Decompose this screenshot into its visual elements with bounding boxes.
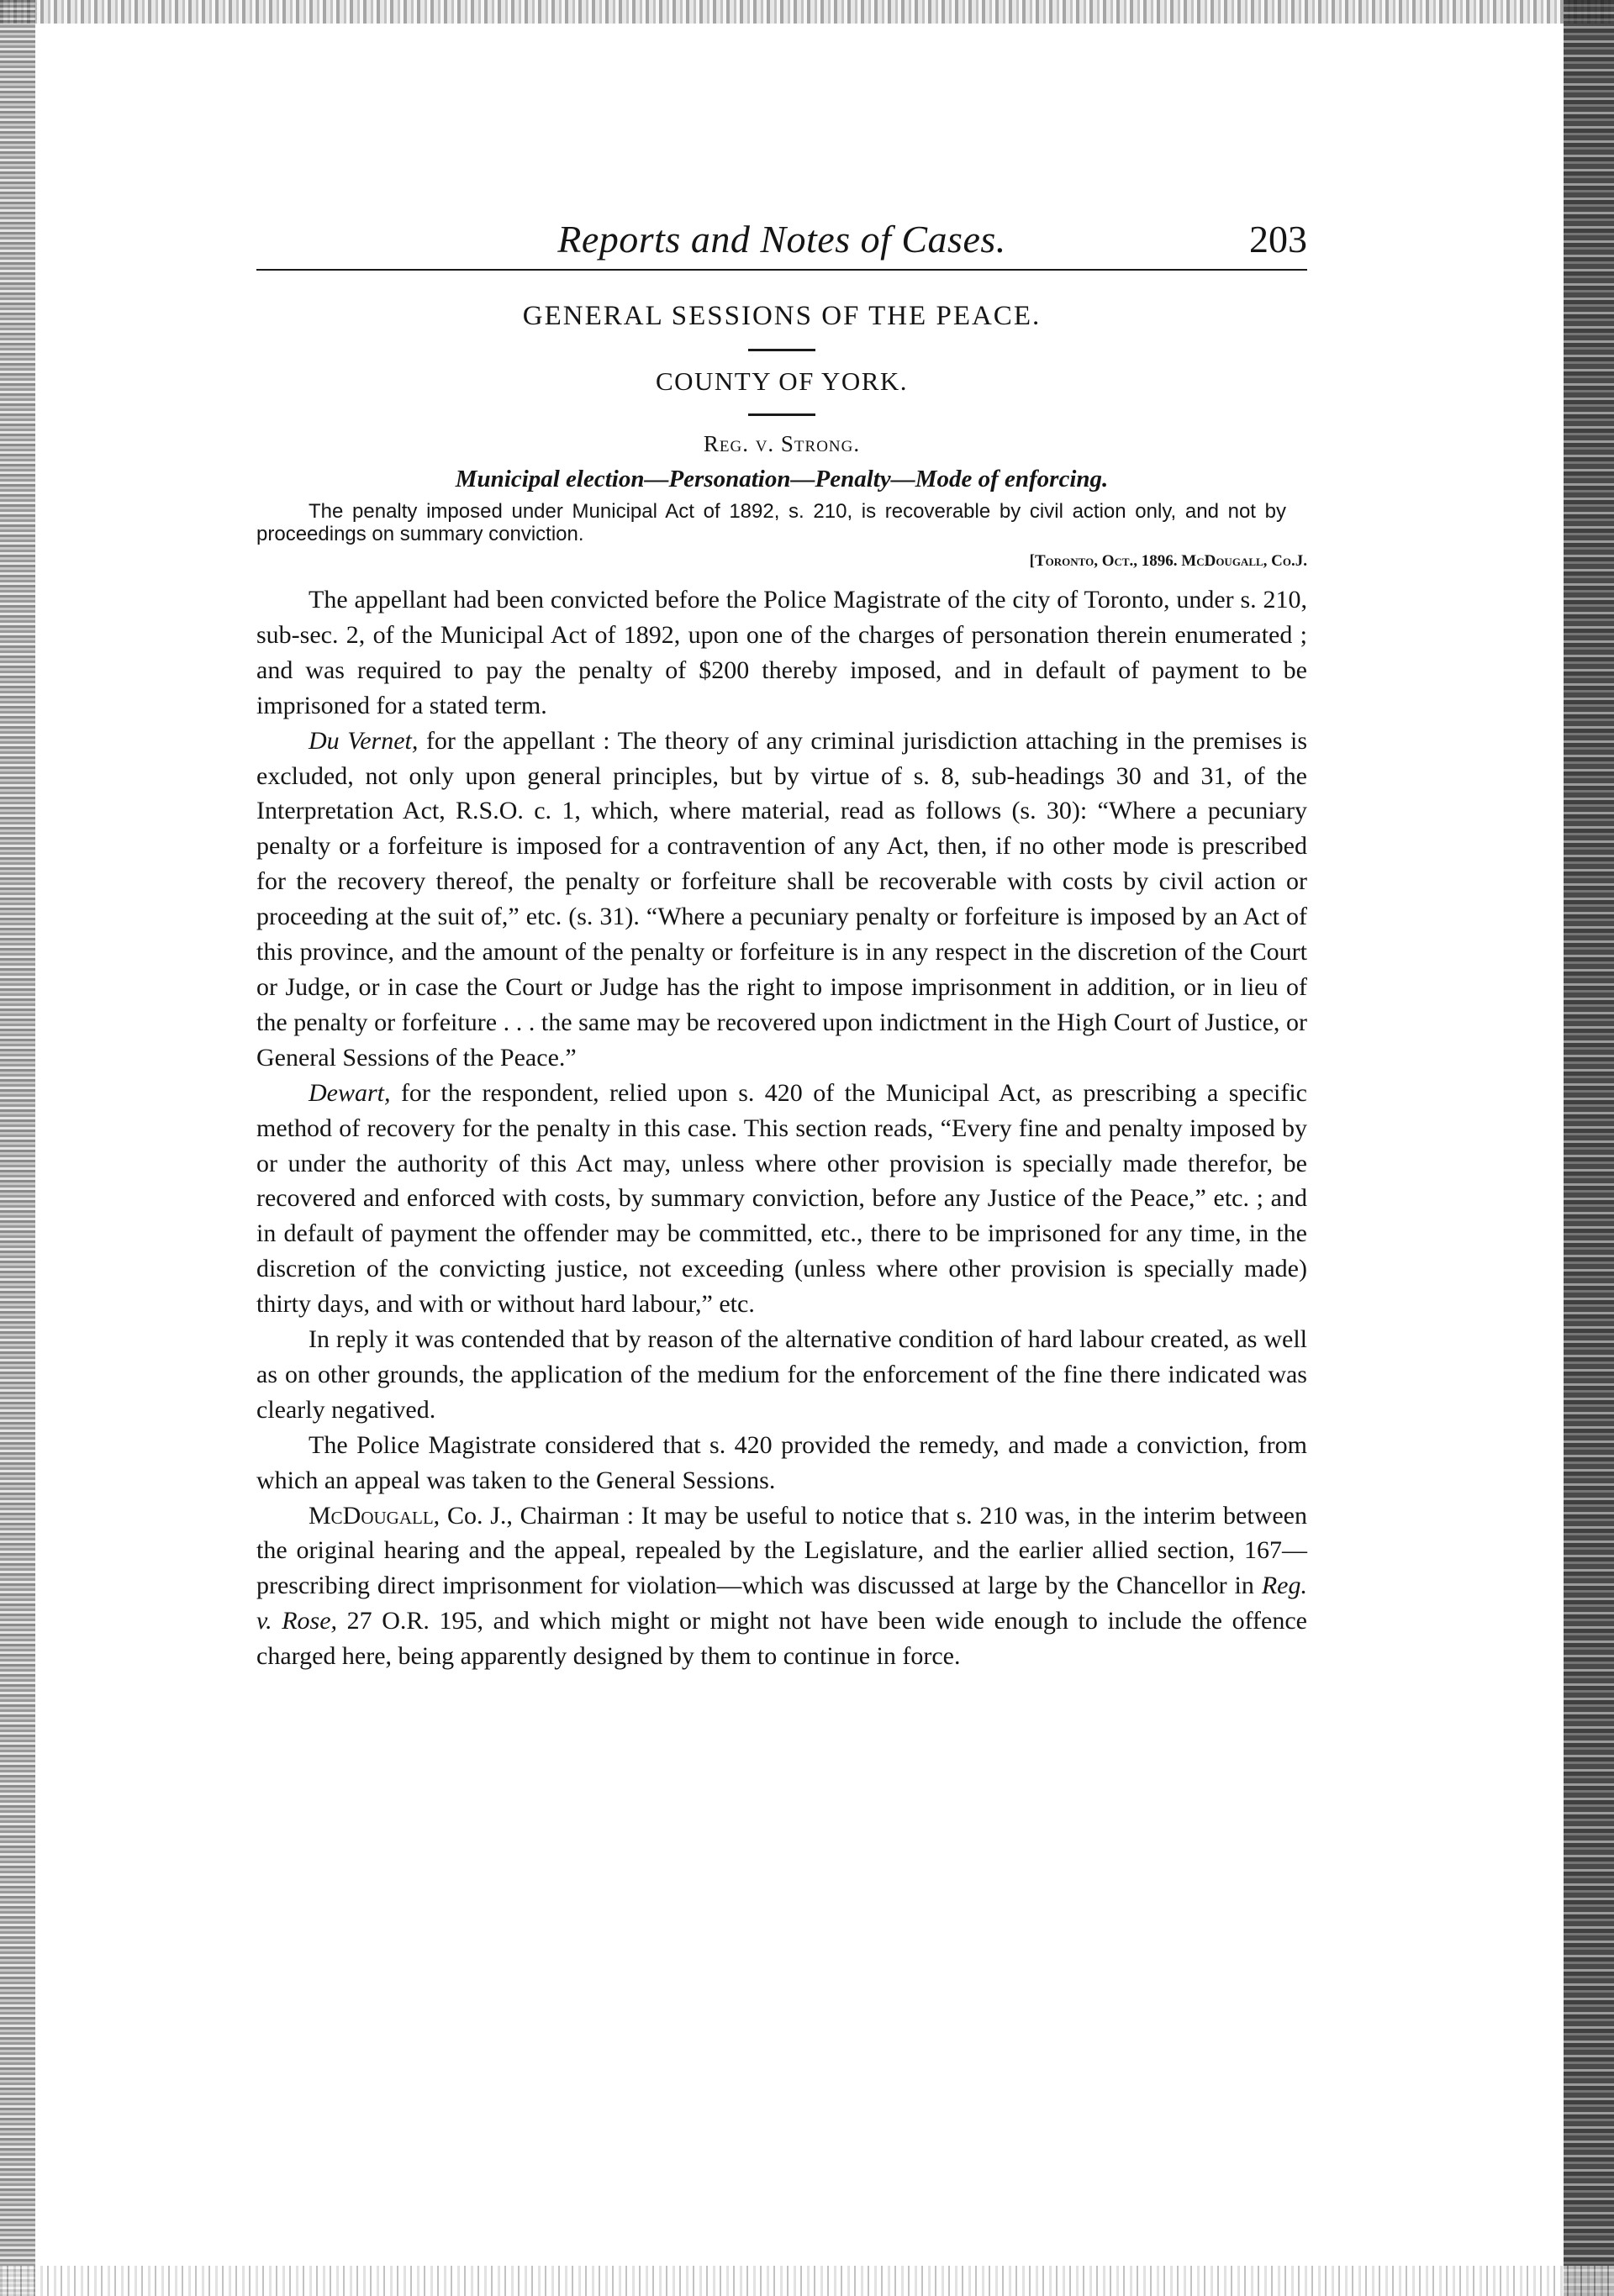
counsel-name: Dewart, bbox=[309, 1078, 391, 1107]
scan-edge-left bbox=[0, 0, 35, 2296]
paragraph-reply: In reply it was contended that by reason of the alternative condition of hard labour created, as well as on other grounds, the application of the medium for the enforcement of the fine there indicated was clearly negatived. bbox=[256, 1325, 1307, 1424]
paragraph-text: Co. J., Chairman : It may be useful to notice that s. 210 was, in the interim between the original hearing and the appeal, repealed by the Legislature, and the earlier allied section, 167—prescribing direct imprisonment for violation—which was discussed at large by the Chancellor in bbox=[256, 1501, 1307, 1600]
county-heading: COUNTY OF YORK. bbox=[655, 366, 909, 396]
paragraph-text: for the appellant : The theory of any criminal jurisdiction attaching in the premises is excluded, not only upon general principles, but by virtue of s. 8, sub-headings 30 and 31, of the Interpretation Act, R.S.O. c. 1, which, where material, read as follows (s. 30): “Where a pecuniary penalty or a forfeiture is imposed for a contravention of any Act, then, if no other mode is prescribed for the recovery thereof, the penalty or forfeiture shall be recoverable with costs by civil action or proceeding at the suit of,” etc. (s. 31). “Where a pecuniary penalty or forfeiture is imposed by an Act of this province, and the amount of the penalty or forfeiture is in any respect in the discretion of the Court or Judge, or in case the Court or Judge has the right to impose imprisonment in addition, or in lieu of the penalty or forfeiture . . . the same may be recovered upon indictment in the High Court of Justice, or General Sessions of the Peace.” bbox=[256, 726, 1307, 1072]
scan-edge-right bbox=[1564, 0, 1614, 2296]
scan-edge-bottom bbox=[0, 2266, 1614, 2296]
page bbox=[256, 217, 1307, 1674]
court-date: [Toronto, Oct., 1896. McDougall, Co.J. bbox=[1029, 552, 1307, 570]
divider-rule bbox=[748, 349, 815, 351]
running-head bbox=[256, 217, 1307, 271]
paragraph-judgment bbox=[256, 1498, 1307, 1675]
headnote: The penalty imposed under Municipal Act of 1892, s. 210, is recoverable by civil action only, and not by proceedings on summary conviction. bbox=[256, 500, 1286, 545]
paragraph-magistrate: The Police Magistrate considered that s. 420 provided the remedy, and made a conviction, from which an appeal was taken to the General Sessions. bbox=[256, 1430, 1307, 1494]
paragraph-facts: The appellant had been convicted before the Police Magistrate of the city of Toronto, under s. 210, sub-sec. 2, of the Municipal Act of 1892, upon one of the charges of personation therein enumerated ; and was required to pay the penalty of $200 thereby imposed, and in default of payment to be imprisoned for a stated term. bbox=[256, 586, 1307, 719]
case-citation: Reg. v. Rose, bbox=[256, 1572, 1307, 1635]
paragraph-text: for the respondent, relied upon s. 420 of the Municipal Act, as prescribing a specific method of recovery for the penalty in this case. This section reads, “Every fine and penalty imposed by or under the authority of this Act may, unless where other provision is specially made therefor, be recovered and enforced with costs, by summary conviction, before any Justice of the Peace,” etc. ; and in default of payment the offender may be committed, etc., there to be imprisoned for any time, in the discretion of the convicting justice, not exceeding (unless where other provision is specially made) thirty days, and with or without hard labour,” etc. bbox=[256, 1078, 1307, 1319]
divider-rule bbox=[748, 413, 815, 416]
headnote-topic: Municipal election—Personation—Penalty—Mode of enforcing. bbox=[455, 466, 1109, 492]
court-heading: GENERAL SESSIONS OF THE PEACE. bbox=[522, 301, 1042, 331]
running-title: Reports and Notes of Cases. bbox=[557, 218, 1006, 261]
case-name: Reg. v. Strong. bbox=[703, 431, 861, 456]
page-number: 203 bbox=[1249, 218, 1307, 261]
scan-edge-top bbox=[0, 0, 1614, 24]
counsel-name: Du Vernet, bbox=[309, 726, 419, 755]
paragraph-text: 27 O.R. 195, and which might or might not have been wide enough to include the offence charged here, being apparently designed by them to continue in force. bbox=[256, 1607, 1307, 1671]
judge-name: McDougall, bbox=[309, 1501, 440, 1530]
paragraph-respondent-argument bbox=[256, 1076, 1307, 1322]
case-report-body bbox=[256, 582, 1307, 1674]
paragraph-appellant-argument bbox=[256, 724, 1307, 1076]
